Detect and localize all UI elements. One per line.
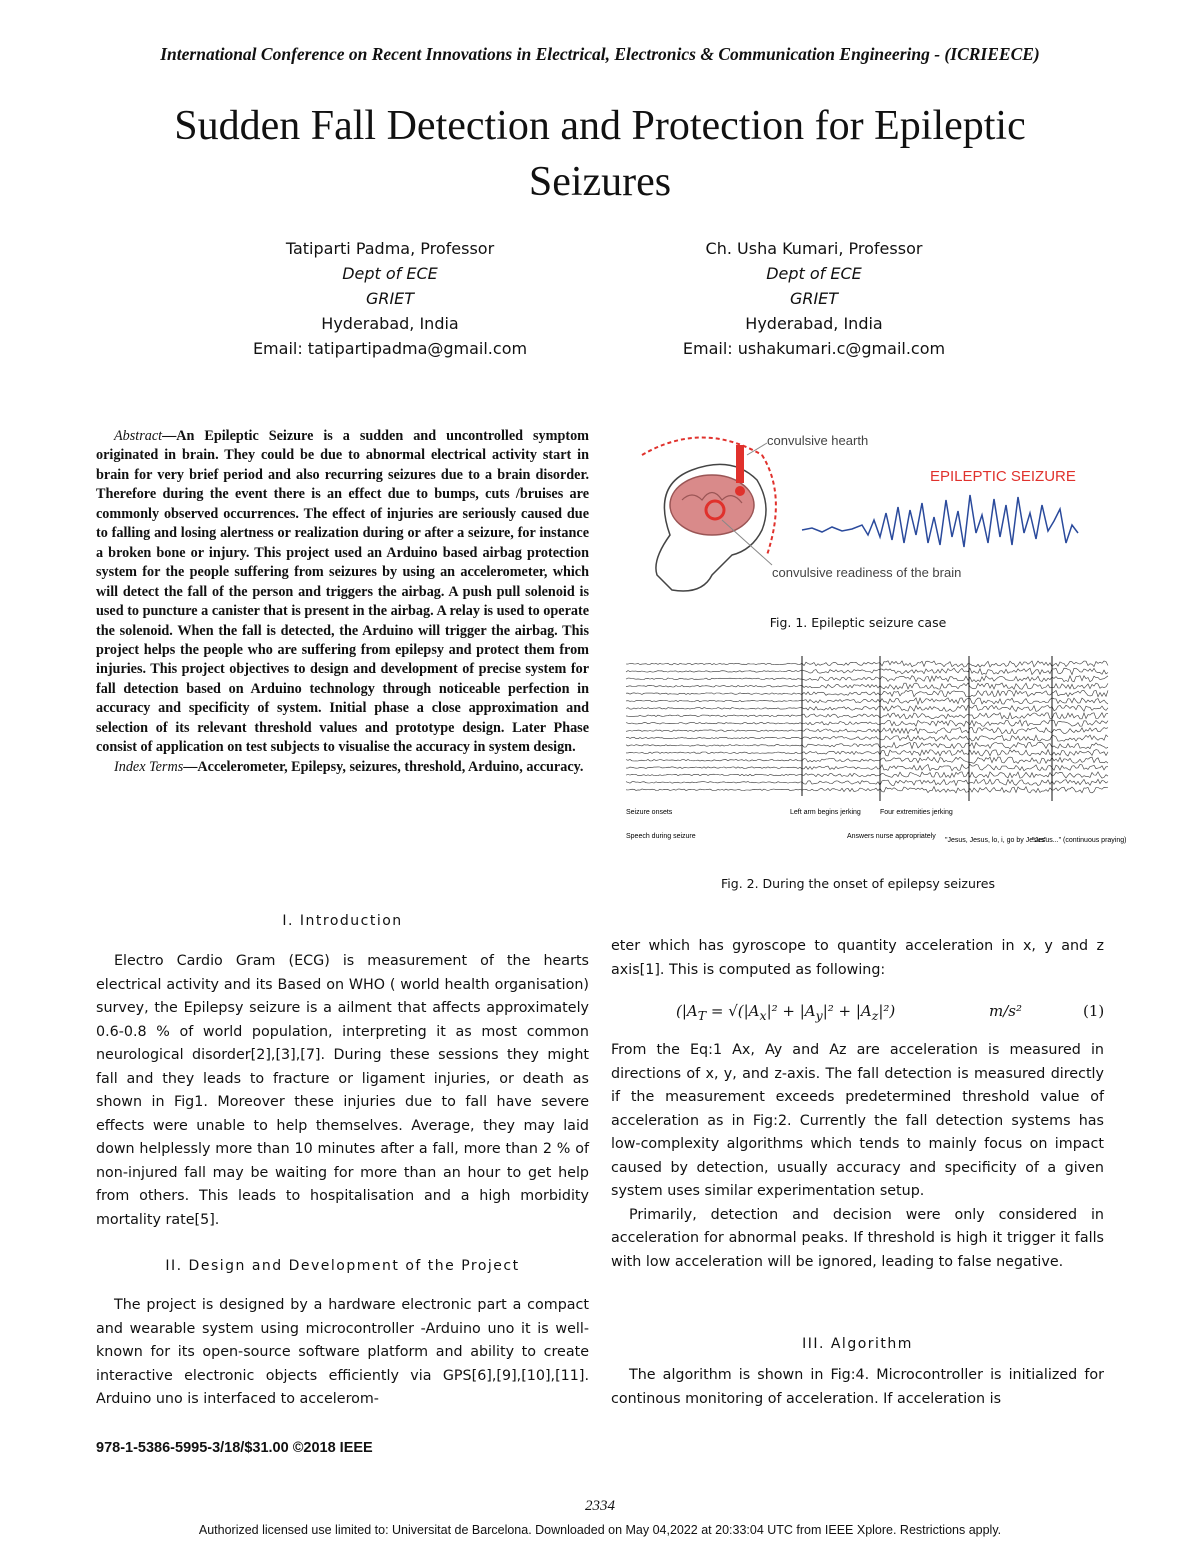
eeg-channel-trace <box>626 727 1108 733</box>
eeg-channel-trace <box>626 720 1108 726</box>
eeg-channel-trace <box>626 705 1108 711</box>
author-dept: Dept of ECE <box>766 264 862 283</box>
figure-2-eeg-onset <box>612 656 1127 856</box>
after-equation-paragraph: From the Eq:1 Ax, Ay and Az are acceleration is measured in directions of x, y, and z-axis. The fall detection is measured directly if the measurement exceeds predetermined threshold value of acceleration as in Fig:2. Currently the fall detection systems has low-complexity algorithms which tends to mainly focus on impact caused by detection, usually accuracy and specificity of a given system uses similar experimentation setup. <box>611 1042 1104 1199</box>
head-arc-right <box>762 455 776 555</box>
eeg-channel-trace <box>626 779 1108 785</box>
fig2-note: Answers nurse appropriately <box>847 833 936 840</box>
fig2-note: Seizure onsets <box>626 809 673 816</box>
author-email[interactable]: Email: tatipartipadma@gmail.com <box>252 339 528 358</box>
author-name: Tatiparti Padma, Professor <box>285 239 495 258</box>
figure-2-caption: Fig. 2. During the onset of epilepsy seizures <box>721 876 995 891</box>
design-body <box>96 1294 589 1412</box>
equation-1 <box>611 1000 1104 1028</box>
page-number: 2334 <box>585 1498 615 1514</box>
author-dept: Dept of ECE <box>342 264 438 283</box>
fig1-label-top: convulsive hearth <box>767 433 869 448</box>
equation-expression: ($|A_T = √(|A_x|^2 + |A_y|^2 + |A_z|^2)$ <box>676 1002 896 1023</box>
equation-unit: m/s² <box>989 1002 1022 1020</box>
algorithm-paragraph: The algorithm is shown in Fig:4. Microcontroller is initialized for continous monitoring of acceleration. If acceleration is <box>611 1367 1104 1407</box>
author-institute: GRIET <box>789 289 839 308</box>
abstract-text: —An Epileptic Seizure is a sudden and uncontrolled symptom originated in brain. They could be due to abnormal electrical activity start in brain for very brief period and also recurring seizures due to a brain disorder. Therefore during the event there is an effect due to bumps, cuts /bruises are commonly observed occurrences. The effect of injuries are seriously caused due to falling and losing alertness or realization during or after a seizure, for instance a broken bone or injury. This project used an Arduino based airbag protection system for the people suffering from seizures by using an accelerometer, which will detect the fall of the person and triggers the airbag. A push pull solenoid is used to puncture a canister that is present in the airbag. A relay is used to operate the solenoid. When the fall is detected, the Arduino will trigger the airbag. This project helps the people who are suffering from epilepsy and protect them from injuries. This project objectives to design and development of precise system for fall detection based on Arduino technology through noticeable perfection in accuracy and specificity of system. Initial phase a close approximation and selection of its relevant threshold values and prototype design. Later Phase consist of application on test subjects to visualise the accuracy in system design. <box>96 428 589 756</box>
eeg-channel-trace <box>626 698 1108 704</box>
continuation-paragraph: eter which has gyroscope to quantity acceleration in x, y and z axis[1]. This is computed as following: <box>611 938 1104 978</box>
eeg-channel-trace <box>626 757 1108 763</box>
eeg-channel-trace <box>626 764 1108 770</box>
section-heading-design: II. Design and Development of the Project <box>165 1258 520 1274</box>
author-email[interactable]: Email: ushakumari.c@gmail.com <box>682 339 946 358</box>
author-name: Ch. Usha Kumari, Professor <box>705 239 923 258</box>
eeg-channel-trace <box>626 750 1108 756</box>
figure-1-epileptic-seizure <box>612 425 1102 615</box>
fig1-label-bottom: convulsive readiness of the brain <box>772 565 962 580</box>
figure-1-caption: Fig. 1. Epileptic seizure case <box>769 615 947 630</box>
brain <box>670 475 754 535</box>
fig2-note: Speech during seizure <box>626 833 696 840</box>
author-block-1 <box>160 236 620 361</box>
eeg-trace <box>802 495 1078 547</box>
author-city: Hyderabad, India <box>745 314 883 333</box>
eeg-channel-trace <box>626 772 1108 778</box>
eeg-channel-trace <box>626 690 1108 696</box>
fig1-label-title: EPILEPTIC SEIZURE <box>930 468 1076 485</box>
fig2-note: Four extremities jerking <box>880 809 953 816</box>
license-footer: Authorized licensed use limited to: Universitat de Barcelona. Downloaded on May 04,2022 at 20:33:04 UTC from IEEE Xplore. Restrictions apply. <box>198 1523 1002 1537</box>
eeg-channel-trace <box>626 742 1108 748</box>
author-institute: GRIET <box>365 289 415 308</box>
index-terms-label: Index Terms <box>114 758 184 775</box>
eeg-channel-trace <box>626 676 1108 682</box>
primarily-paragraph: Primarily, detection and decision were only considered in acceleration for abnormal peaks. If threshold is high it trigger it falls with low acceleration will be ignored, leading to false negative. <box>611 1206 1104 1270</box>
introduction-body <box>96 950 589 1232</box>
eeg-channel-trace <box>626 683 1108 689</box>
paper-title <box>60 98 1140 210</box>
equation-number: (1) <box>1083 1002 1105 1020</box>
eeg-channel-trace <box>626 787 1108 793</box>
eeg-channel-trace <box>626 735 1108 741</box>
section-heading-algorithm: III. Algorithm <box>802 1336 913 1352</box>
exclamation-bar-icon <box>736 445 744 483</box>
author-city: Hyderabad, India <box>321 314 459 333</box>
fig2-note: "Jesus, Jesus, lo, i, go by Jesus" <box>945 837 1047 844</box>
section-heading-introduction: I. Introduction <box>282 913 403 929</box>
eeg-channel-trace <box>626 661 1108 667</box>
author-block-2 <box>584 236 1044 361</box>
eeg-channel-trace <box>626 668 1108 674</box>
title-line-1: Sudden Fall Detection and Protection for Epileptic <box>174 103 1026 149</box>
conference-header: International Conference on Recent Innovations in Electrical, Electronics & Communication Engineering - (ICRIEECE) <box>160 44 1040 64</box>
right-column-body <box>611 1039 1104 1274</box>
abstract <box>96 427 589 777</box>
abstract-label: Abstract <box>114 428 163 444</box>
index-terms-text: —Accelerometer, Epilepsy, seizures, threshold, Arduino, accuracy. <box>183 758 584 775</box>
right-column-continuation <box>611 935 1104 982</box>
introduction-paragraph: Electro Cardio Gram (ECG) is measurement of the hearts electrical activity and its Based on WHO ( world health organisation) survey, the Epilepsy seizure is a ailment that affects approximately 0.6-0.8 % of world population, interpreting it as most common neurological disorder[2],[3],[7]. During these sessions they might fall and they leads to fracture or ligament injuries, or death as shown in Fig1. Moreover these injuries due to fall have severe effects were unable to help themselves. Average, they may laid down helplessly more than 10 minutes after a fall, more than 2 % of non-injured fall may be waiting for more than an hour to get help from others. This leads to hospitalisation and a high morbidity mortality rate[5]. <box>96 953 589 1228</box>
exclamation-dot-icon <box>735 486 745 496</box>
fig2-note: Left arm begins jerking <box>790 809 861 816</box>
isbn-copyright: 978-1-5386-5995-3/18/$31.00 ©2018 IEEE <box>96 1440 373 1456</box>
fig2-note: "Jesus..." (continuous praying) <box>1032 837 1127 844</box>
title-line-2: Seizures <box>528 159 672 205</box>
eeg-channels <box>626 661 1108 793</box>
eeg-channel-trace <box>626 713 1108 719</box>
design-paragraph: The project is designed by a hardware electronic part a compact and wearable system using microcontroller -Arduino uno it is well-known for its open-source software platform and ability to create interactive electronic objects efficiently via GPS[6],[9],[10],[11]. Arduino uno is interfaced to accelerom- <box>96 1297 589 1407</box>
algorithm-body <box>611 1364 1104 1411</box>
